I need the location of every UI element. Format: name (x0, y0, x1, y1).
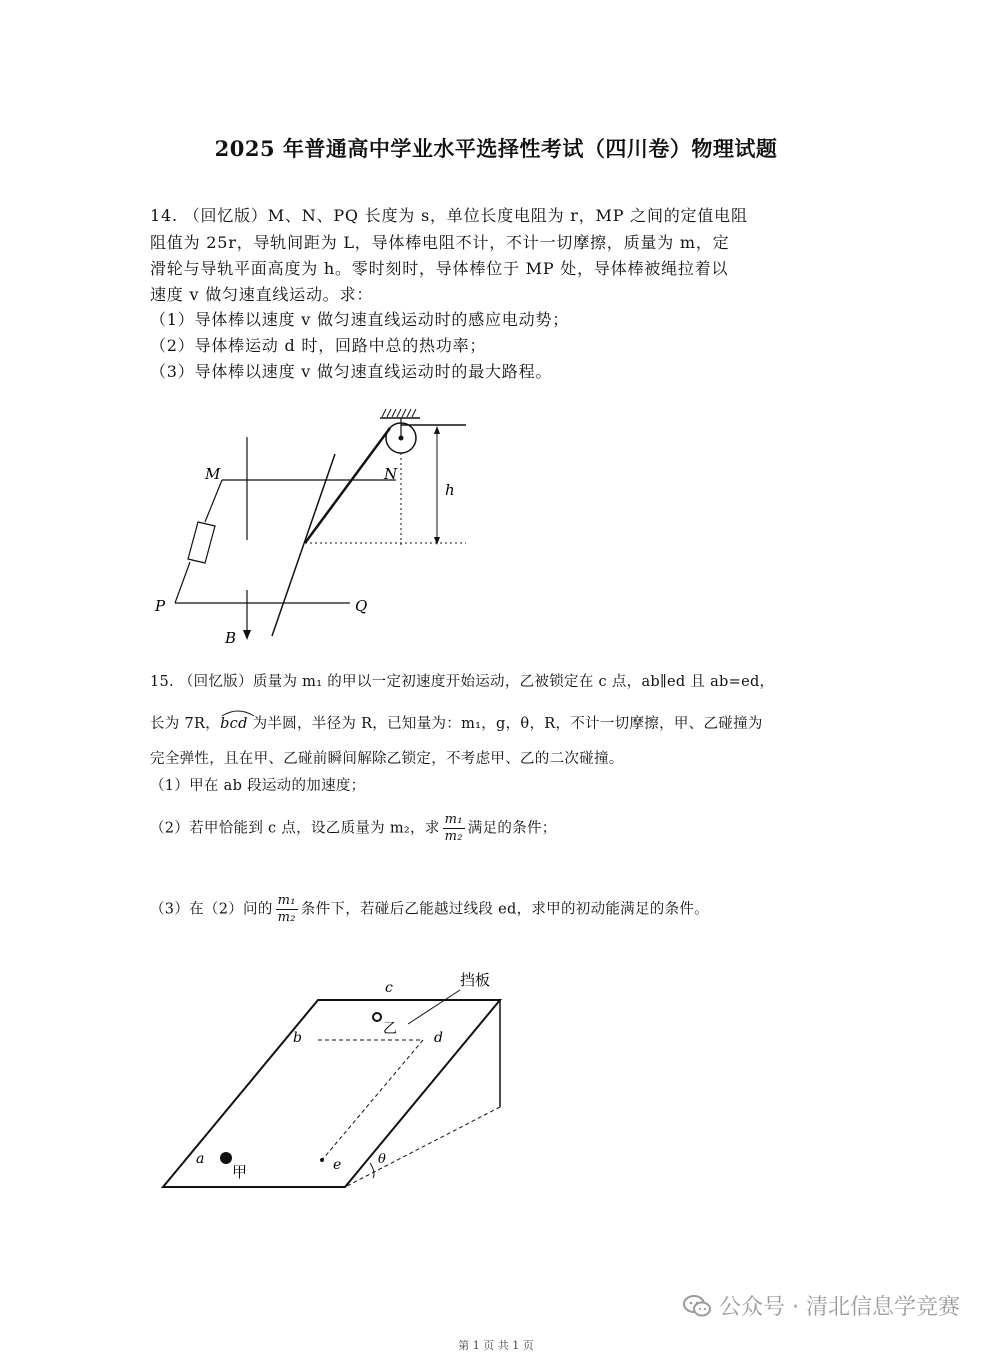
q14-line-1: 14. （回忆版）M、N、PQ 长度为 s，单位长度电阻为 r，MP 之间的定值电阻 (150, 206, 748, 225)
ball-yi (373, 1013, 381, 1021)
label-B: B (225, 629, 237, 647)
watermark (683, 1290, 960, 1321)
q15-sub-1: （1）甲在 ab 段运动的加速度； (150, 778, 366, 794)
label-baffle: 挡板 (460, 971, 491, 989)
incline-plane (163, 1000, 500, 1187)
q15-line-1: 15. （回忆版）质量为 m₁ 的甲以一定初速度开始运动，乙被锁定在 c 点，ab∥ed 且 ab=ed， (150, 674, 775, 690)
q14-sub-3: （3）导体棒以速度 v 做匀速直线运动时的最大路程。 (150, 362, 553, 381)
page-title: 2025 年普通高中学业水平选择性考试（四川卷）物理试题 (214, 136, 778, 161)
mass-ratio-fraction: $\frac{\text{m₁}}{\text{m₂}}$ (444, 812, 463, 844)
q15-sub-2: （2）若甲恰能到 c 点，设乙质量为 m₂，求 $\frac{\text{m₁}}{\text{m₂}}$ 满足的条件； (150, 812, 557, 844)
q14-sub-2: （2）导体棒运动 d 时，回路中总的热功率； (150, 336, 487, 355)
label-theta: θ (378, 1152, 386, 1167)
label-jia: 甲 (232, 1163, 248, 1181)
label-h: h (445, 481, 455, 499)
q14-line-3: 滑轮与导轨平面高度为 h。零时刻时，导体棒位于 MP 处，导体棒被绳拉着以 (150, 259, 729, 278)
label-yi: 乙 (383, 1021, 397, 1037)
label-e: e (333, 1157, 342, 1173)
q15-line-3: 完全弹性，且在甲、乙碰前瞬间解除乙锁定，不考虑甲、乙的二次碰撞。 (150, 751, 624, 767)
label-P: P (155, 597, 166, 615)
q14-figure (0, 0, 992, 660)
q14-line-4: 速度 v 做匀速直线运动。求： (150, 285, 374, 304)
ball-jia (220, 1152, 232, 1164)
q14-line-2: 阻值为 25r，导轨间距为 L，导体棒电阻不计，不计一切摩擦，质量为 m，定 (150, 233, 730, 252)
label-a: a (196, 1151, 205, 1167)
q15-sub-3: （3）在（2）问的 $\frac{\text{m₁}}{\text{m₂}}$ 条件下，若碰后乙能越过线段 ed，求甲的初动能满足的条件。 (150, 893, 709, 925)
resistor (188, 522, 215, 563)
arc-bcd: bcd (220, 713, 248, 732)
q14-sub-1: （1）导体棒以速度 v 做匀速直线运动时的感应电动势； (150, 310, 569, 329)
label-Q: Q (355, 597, 368, 615)
q15-figure (0, 950, 992, 1210)
label-M: M (205, 465, 221, 483)
label-c: c (385, 980, 393, 996)
q15-line-2: 长为 7R， bcd 为半圆，半径为 R，已知量为：m₁，g，θ，R，不计一切摩擦，甲、乙碰撞为 (150, 712, 763, 733)
watermark-text: 公众号 · 清北信息学竞赛 (719, 1295, 960, 1320)
wechat-icon (683, 1295, 711, 1317)
page-footer: 第 1 页 共 1 页 (458, 1339, 534, 1352)
label-b: b (293, 1030, 302, 1046)
label-d: d (434, 1030, 443, 1046)
label-N: N (384, 465, 398, 483)
mass-ratio-fraction-2: $\frac{\text{m₁}}{\text{m₂}}$ (277, 893, 296, 925)
